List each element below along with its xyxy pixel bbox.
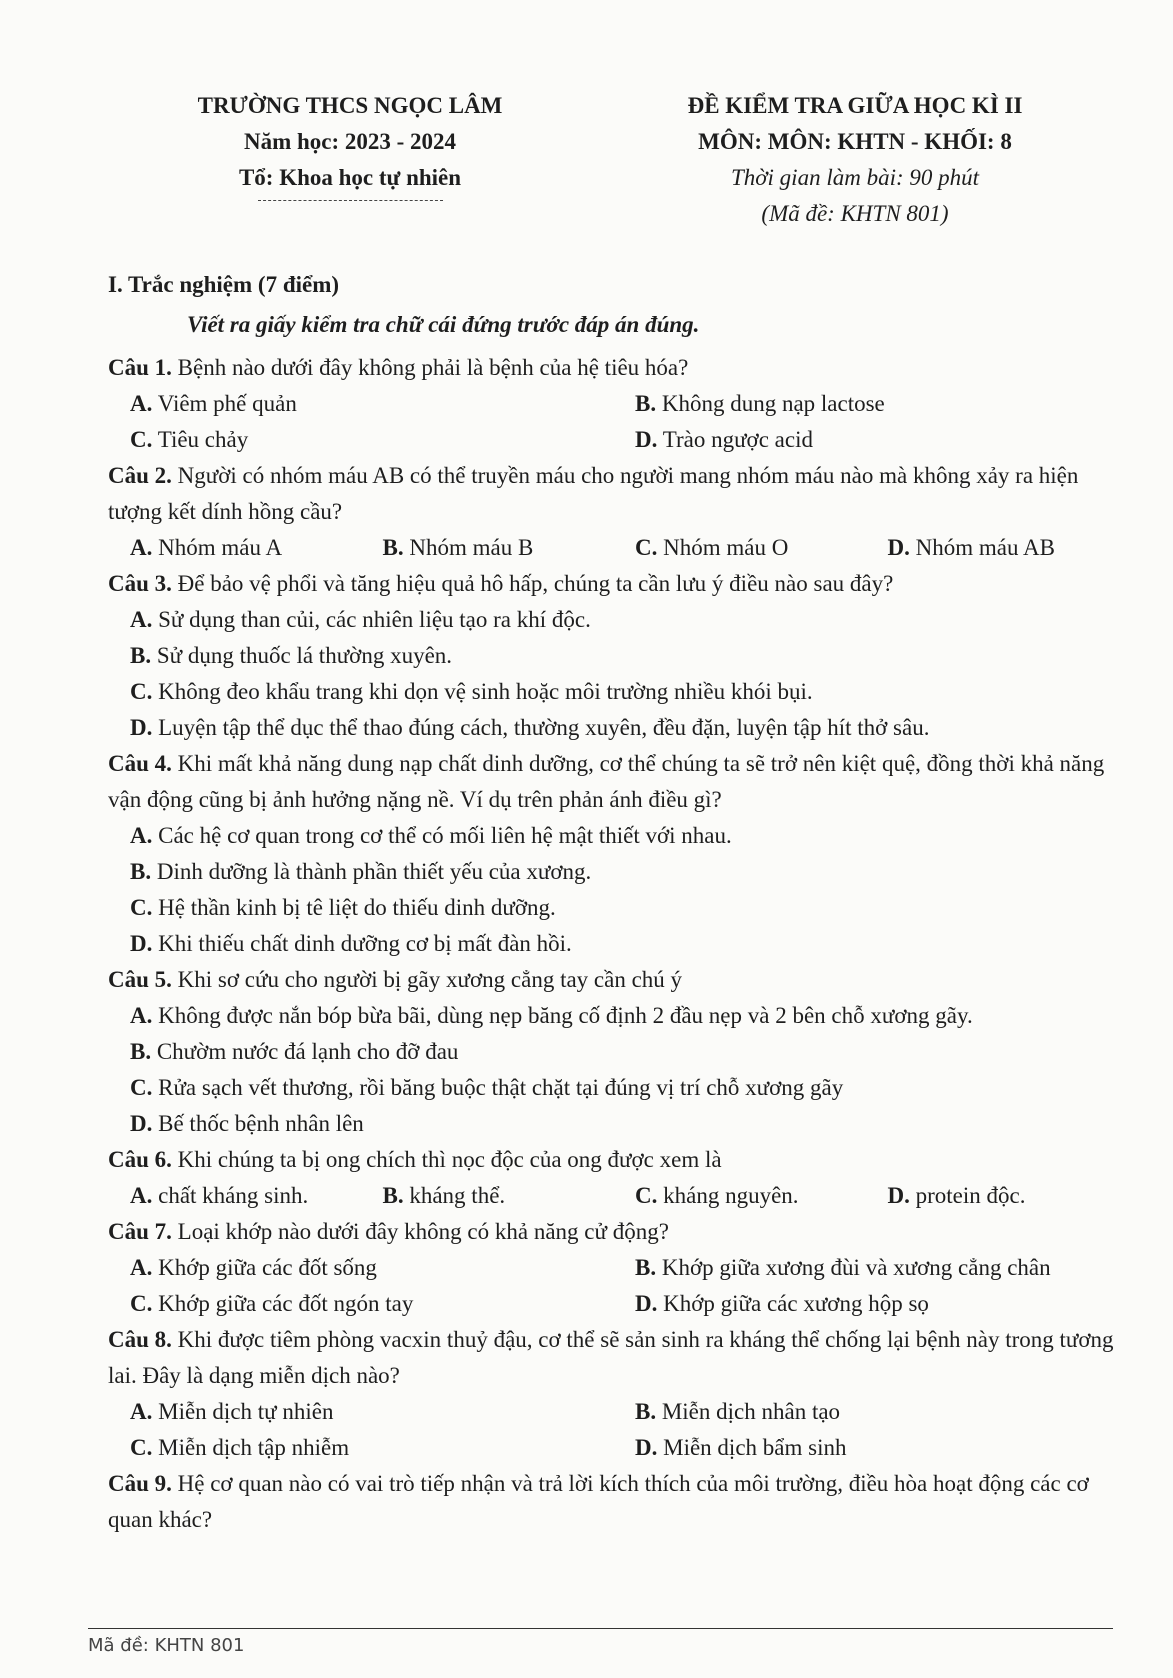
section-instruction: Viết ra giấy kiểm tra chữ cái đứng trước đáp án đúng.: [187, 312, 700, 337]
header-right: [620, 88, 1090, 232]
option-c: C. Không đeo khẩu trang khi dọn vệ sinh hoặc môi trường nhiều khói bụi.: [130, 679, 813, 704]
question-text: Hệ cơ quan nào có vai trò tiếp nhận và trả lời kích thích của môi trường, điều hòa hoạt động các cơ quan khác?: [108, 1471, 1089, 1532]
school-name: TRƯỜNG THCS NGỌC LÂM: [197, 93, 503, 118]
option-b: B. Sử dụng thuốc lá thường xuyên.: [130, 643, 453, 668]
question-4: [108, 746, 1118, 962]
question-7: [108, 1214, 1118, 1322]
option-b: B. Khớp giữa xương đùi và xương cẳng chân: [635, 1255, 1051, 1280]
option-b: B. Dinh dưỡng là thành phần thiết yếu của xương.: [130, 859, 592, 884]
question-text: Người có nhóm máu AB có thể truyền máu cho người mang nhóm máu nào mà không xảy ra hiện tượng kết dính hồng cầu?: [108, 463, 1079, 524]
question-number: Câu 4.: [108, 751, 172, 776]
exam-code: (Mã đề: KHTN 801): [761, 201, 949, 226]
option-d: D. Khi thiếu chất dinh dưỡng cơ bị mất đàn hồi.: [130, 931, 572, 956]
question-number: Câu 2.: [108, 463, 172, 488]
question-number: Câu 9.: [108, 1471, 172, 1496]
option-b: B. Nhóm máu B: [382, 535, 534, 560]
question-8: [108, 1322, 1118, 1466]
option-b: B. Không dung nạp lactose: [635, 391, 885, 416]
exam-time: Thời gian làm bài: 90 phút: [730, 165, 980, 190]
question-5: [108, 962, 1118, 1142]
option-a: A. Khớp giữa các đốt sống: [130, 1255, 377, 1280]
question-number: Câu 6.: [108, 1147, 172, 1172]
question-text: Để bảo vệ phổi và tăng hiệu quả hô hấp, chúng ta cần lưu ý điều nào sau đây?: [177, 571, 894, 596]
footer: [88, 1628, 1113, 1656]
option-c: C. Miễn dịch tập nhiễm: [130, 1435, 350, 1460]
option-d: D. Luyện tập thể dục thể thao đúng cách, thường xuyên, đều đặn, luyện tập hít thở sâu.: [130, 715, 930, 740]
option-c: C. kháng nguyên.: [635, 1183, 799, 1208]
footer-exam-code: Mã đề: KHTN 801: [88, 1635, 245, 1656]
option-b: B. kháng thể.: [382, 1183, 506, 1208]
exam-subject: MÔN: MÔN: KHTN - KHỐI: 8: [698, 129, 1012, 154]
question-3: [108, 566, 1118, 746]
question-number: Câu 1.: [108, 355, 172, 380]
option-a: A. Các hệ cơ quan trong cơ thể có mối liên hệ mật thiết với nhau.: [130, 823, 732, 848]
option-d: D. protein độc.: [887, 1183, 1026, 1208]
question-text: Loại khớp nào dưới đây không có khả năng cử động?: [177, 1219, 669, 1244]
question-number: Câu 8.: [108, 1327, 172, 1352]
question-2: [108, 458, 1118, 566]
option-c: C. Tiêu chảy: [130, 427, 249, 452]
option-b: B. Chườm nước đá lạnh cho đỡ đau: [130, 1039, 459, 1064]
option-c: C. Khớp giữa các đốt ngón tay: [130, 1291, 414, 1316]
question-text: Khi chúng ta bị ong chích thì nọc độc của ong được xem là: [177, 1147, 722, 1172]
option-d: D. Khớp giữa các xương hộp sọ: [635, 1291, 929, 1316]
header-left: [150, 88, 550, 201]
option-c: C. Rửa sạch vết thương, rồi băng buộc thật chặt tại đúng vị trí chỗ xương gãy: [130, 1075, 844, 1100]
option-d: D. Bế thốc bệnh nhân lên: [130, 1111, 364, 1136]
question-list: [108, 350, 1118, 1538]
question-1: [108, 350, 1118, 458]
question-text: Khi được tiêm phòng vacxin thuỷ đậu, cơ thể sẽ sản sinh ra kháng thể chống lại bệnh này trong tương lai. Đây là dạng miễn dịch nào?: [108, 1327, 1114, 1388]
option-c: C. Nhóm máu O: [635, 535, 789, 560]
question-text: Bệnh nào dưới đây không phải là bệnh của hệ tiêu hóa?: [177, 355, 689, 380]
exam-title: ĐỀ KIỂM TRA GIỮA HỌC KÌ II: [687, 93, 1023, 118]
question-text: Khi sơ cứu cho người bị gãy xương cẳng tay cần chú ý: [177, 967, 683, 992]
department: Tổ: Khoa học tự nhiên: [238, 165, 462, 190]
question-text: Khi mất khả năng dung nạp chất dinh dưỡng, cơ thể chúng ta sẽ trở nên kiệt quệ, đồng thời khả năng vận động cũng bị ảnh hưởng nặng nề. Ví dụ trên phản ánh điều gì?: [108, 751, 1105, 812]
option-d: D. Nhóm máu AB: [887, 535, 1055, 560]
option-d: D. Trào ngược acid: [635, 427, 813, 452]
header-divider: [258, 200, 443, 201]
school-year: Năm học: 2023 - 2024: [243, 129, 457, 154]
option-a: A. Không được nắn bóp bừa bãi, dùng nẹp băng cố định 2 đầu nẹp và 2 bên chỗ xương gãy.: [130, 1003, 973, 1028]
section-title: I. Trắc nghiệm (7 điểm): [108, 272, 340, 297]
option-a: A. Sử dụng than củi, các nhiên liệu tạo ra khí độc.: [130, 607, 591, 632]
option-a: A. Miễn dịch tự nhiên: [130, 1399, 334, 1424]
option-a: A. chất kháng sinh.: [130, 1183, 309, 1208]
option-a: A. Viêm phế quản: [130, 391, 297, 416]
question-9: [108, 1466, 1118, 1538]
option-a: A. Nhóm máu A: [130, 535, 283, 560]
question-number: Câu 5.: [108, 967, 172, 992]
option-d: D. Miễn dịch bẩm sinh: [635, 1435, 847, 1460]
question-number: Câu 7.: [108, 1219, 172, 1244]
option-c: C. Hệ thần kinh bị tê liệt do thiếu dinh dưỡng.: [130, 895, 556, 920]
option-b: B. Miễn dịch nhân tạo: [635, 1399, 841, 1424]
question-6: [108, 1142, 1118, 1214]
question-number: Câu 3.: [108, 571, 172, 596]
